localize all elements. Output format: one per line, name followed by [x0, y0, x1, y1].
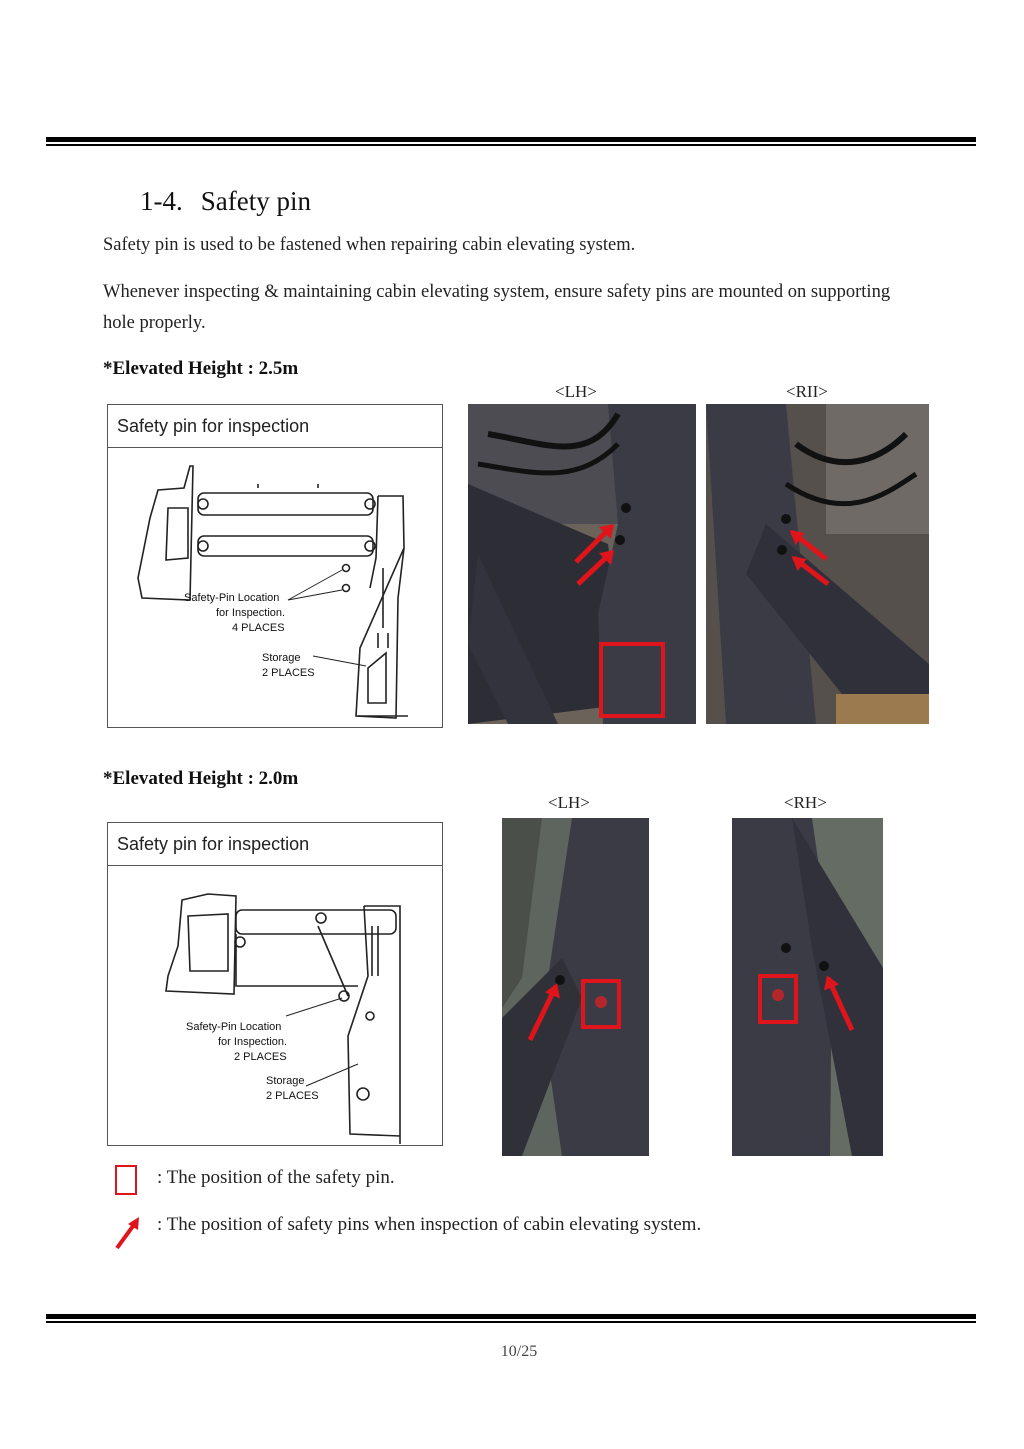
page-number: 10/25	[500, 1343, 538, 1360]
legend-box-icon	[115, 1165, 137, 1195]
location-label-line1: Safety-Pin Location	[184, 592, 280, 604]
header-rule	[46, 137, 976, 146]
location-label-line2: for Inspection.	[218, 1036, 288, 1048]
storage-label-line1: Storage	[262, 652, 301, 664]
photo-lh-2-0m	[502, 818, 649, 1156]
photo-caption-lh-2-5m: <LH>	[555, 382, 597, 401]
photo-lh-2-5m	[468, 404, 696, 724]
location-label-line3: 4 PLACES	[232, 622, 285, 634]
location-label-line1: Safety-Pin Location	[186, 1021, 282, 1033]
photo-caption-rh-2-0m: <RH>	[784, 793, 827, 812]
photo-rh-2-5m	[706, 404, 929, 724]
storage-label-line2: 2 PLACES	[266, 1090, 319, 1102]
height-heading-2-0m: *Elevated Height : 2.0m	[103, 768, 299, 789]
section-number: 1-4.	[140, 186, 183, 216]
photo-caption-rh-2-5m: <RII>	[786, 382, 828, 401]
storage-label-line2: 2 PLACES	[262, 667, 315, 679]
legend-arrow-icon	[112, 1212, 144, 1252]
photo-caption-lh-2-0m: <LH>	[548, 793, 590, 812]
section-title: Safety pin	[200, 186, 311, 216]
location-label-line3: 2 PLACES	[234, 1051, 287, 1063]
cabin-elevating-line-drawing	[108, 866, 442, 1144]
location-label-line2: for Inspection.	[216, 607, 286, 619]
intro-paragraph: Safety pin is used to be fastened when repairing cabin elevating system.	[103, 235, 636, 255]
footer-rule	[46, 1314, 976, 1323]
diagram-2-0m	[107, 822, 443, 1146]
height-heading-2-5m: *Elevated Height : 2.5m	[103, 358, 299, 379]
legend-arrow-text: : The position of safety pins when inspection of cabin elevating system.	[157, 1214, 702, 1235]
section-heading	[140, 186, 311, 217]
photo-rh-2-0m	[732, 818, 883, 1156]
diagram-title: Safety pin for inspection	[108, 823, 442, 866]
diagram-2-5m	[107, 404, 443, 728]
cabin-elevating-line-drawing	[108, 448, 442, 726]
legend-box-text: : The position of the safety pin.	[157, 1167, 395, 1188]
diagram-title: Safety pin for inspection	[108, 405, 442, 448]
storage-label-line1: Storage	[266, 1075, 305, 1087]
instruction-paragraph: Whenever inspecting & maintaining cabin elevating system, ensure safety pins are mounted on supporting hole properly.	[103, 282, 891, 333]
